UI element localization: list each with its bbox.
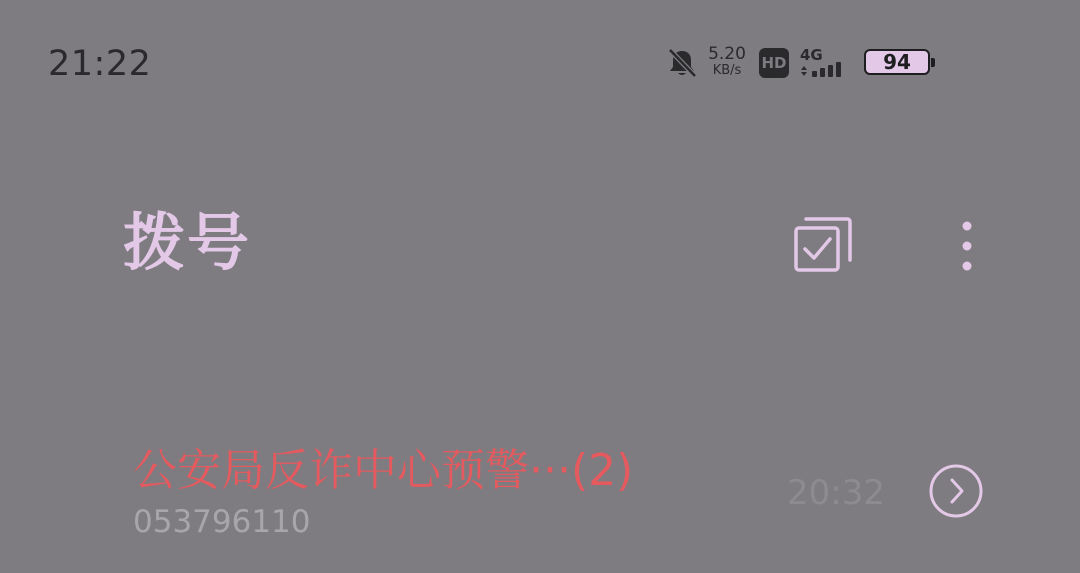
network-speed-value: 5.20: [708, 44, 746, 64]
caller-name: 公安局反诈中心预警···(2): [133, 445, 634, 496]
battery-tip: [931, 58, 935, 67]
network-speed-unit: KB/s: [712, 63, 742, 78]
caller-number: 053796110: [133, 504, 311, 540]
chevron-right-circle-icon[interactable]: [926, 461, 986, 521]
call-time: 20:32: [787, 473, 885, 513]
page-title: 拨号: [123, 206, 252, 279]
hd-badge: HD: [759, 48, 789, 78]
call-log-item[interactable]: [0, 425, 1080, 573]
bell-off-icon: [665, 46, 699, 80]
status-bar: [0, 0, 1080, 130]
signal-icon: [800, 45, 850, 81]
more-vertical-icon[interactable]: [950, 218, 984, 276]
status-time: 21:22: [48, 44, 152, 84]
multi-select-icon[interactable]: [792, 214, 854, 276]
battery-level: 94: [883, 50, 911, 74]
network-type: 4G: [800, 46, 823, 64]
battery-icon: [864, 49, 930, 75]
network-speed: [705, 46, 749, 77]
